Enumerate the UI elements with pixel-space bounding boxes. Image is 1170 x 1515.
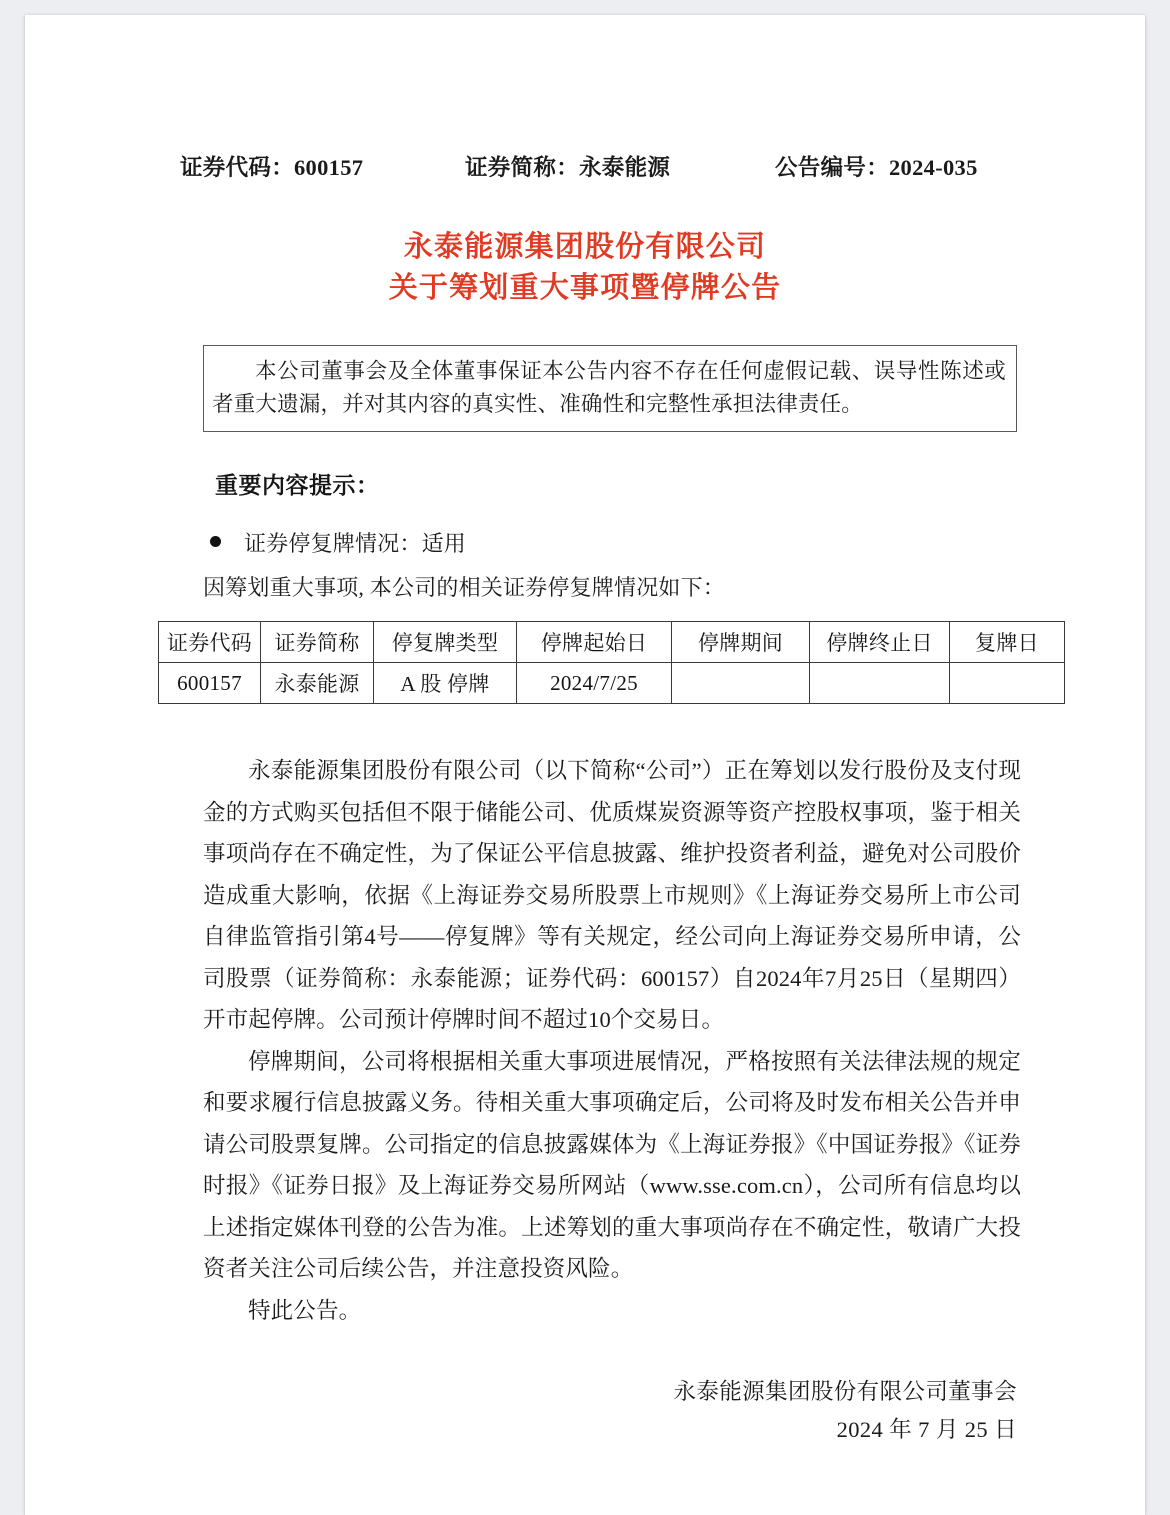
cell-halt-end [810,663,950,704]
notice-bullet-label: 证券停复牌情况：适用 [244,531,467,556]
signature-block [25,1373,1145,1449]
announcement-number-label: 公告编号：2024-035 [775,155,978,180]
table-header-row [159,622,1065,663]
signature-company: 永泰能源集团股份有限公司董事会 [673,1379,1017,1404]
cell-resume-date [950,663,1065,704]
col-header-halt-start: 停牌起始日 [517,622,672,663]
col-header-security-name: 证券简称 [261,622,374,663]
signature-date: 2024 年 7 月 25 日 [836,1417,1017,1442]
notice-bullet-item [210,527,466,558]
col-header-security-code: 证券代码 [159,622,261,663]
bullet-dot-icon [210,536,221,547]
body-paragraph-1: 永泰能源集团股份有限公司（以下简称“公司”）正在筹划以发行股份及支付现金的方式购买包括但不限于储能公司、优质煤炭资源等资产控股权事项，鉴于相关事项尚存在不确定性，为了保证公平信息披露、维护投资者利益，避免对公司股价造成重大影响，依据《上海证券交易所股票上市规则》《上海证券交易所上市公司自律监管指引第4号——停复牌》等有关规定，经公司向上海证券交易所申请，公司股票（证券简称：永泰能源；证券代码：600157）自2024年7月25日（星期四）开市起停牌。公司预计停牌时间不超过10个交易日。 [203,758,1021,1032]
announcement-body [203,750,1021,1331]
cell-security-code: 600157 [159,663,261,704]
col-header-resume-date: 复牌日 [950,622,1065,663]
halt-table-wrapper [158,621,1064,704]
important-notice-heading: 重要内容提示： [215,472,380,498]
title-line-subject: 关于筹划重大事项暨停牌公告 [388,272,782,304]
security-code-label: 证券代码：600157 [180,155,364,180]
announcement-header-line [180,150,1030,182]
cell-halt-type: A 股 停牌 [374,663,517,704]
cell-halt-period [672,663,810,704]
disclaimer-box [203,345,1017,432]
cell-security-name: 永泰能源 [261,663,374,704]
page-title [25,227,1145,309]
col-header-halt-type: 停复牌类型 [374,622,517,663]
document-page [25,15,1145,1515]
body-paragraph-2: 停牌期间，公司将根据相关重大事项进展情况，严格按照有关法律法规的规定和要求履行信息披露义务。待相关重大事项确定后，公司将及时发布相关公告并申请公司股票复牌。公司指定的信息披露媒体为《上海证券报》《中国证券报》《证券时报》《证券日报》及上海证券交易所网站（www.sse.com.cn），公司所有信息均以上述指定媒体刊登的公告为准。上述筹划的重大事项尚存在不确定性，敬请广大投资者关注公司后续公告，并注意投资风险。 [203,1048,1021,1281]
col-header-halt-period: 停牌期间 [672,622,810,663]
cell-halt-start: 2024/7/25 [517,663,672,704]
table-leadin-text: 因筹划重大事项, 本公司的相关证券停复牌情况如下： [203,575,726,600]
halt-resume-table [158,621,1065,704]
disclaimer-text: 本公司董事会及全体董事保证本公告内容不存在任何虚假记载、误导性陈述或者重大遗漏，并对其内容的真实性、准确性和完整性承担法律责任。 [212,359,1006,416]
title-line-company: 永泰能源集团股份有限公司 [403,231,767,263]
table-row [159,663,1065,704]
security-name-label: 证券简称：永泰能源 [465,155,671,180]
body-paragraph-3: 特此公告。 [248,1297,362,1323]
col-header-halt-end: 停牌终止日 [810,622,950,663]
